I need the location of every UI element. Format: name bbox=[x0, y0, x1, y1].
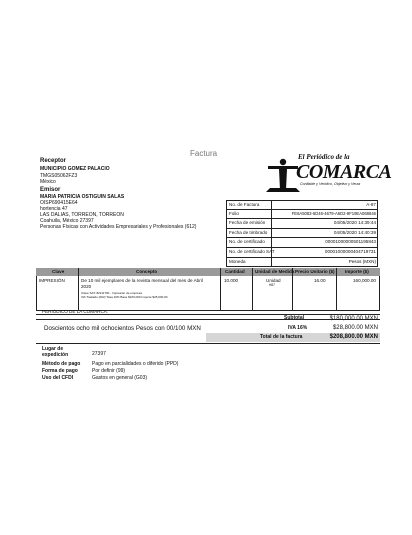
receptor-rfc: TMGS05062FZ3 bbox=[40, 173, 78, 179]
footer-value-uso: Gastos en general (G03) bbox=[92, 375, 148, 381]
info-label: Fecha de timbrado bbox=[229, 230, 268, 235]
info-row-rule bbox=[226, 247, 378, 248]
col-header-precio: Precio Unitario ($) bbox=[295, 269, 335, 274]
document-title: Factura bbox=[190, 149, 218, 158]
receptor-name: MUNICIPIO GOMEZ PALACIO bbox=[40, 166, 110, 172]
iva-value: $28,800.00 MXN bbox=[332, 325, 378, 331]
info-label: Fecha de emisión bbox=[229, 220, 266, 225]
subtotal-value: $180,000.00 MXN bbox=[329, 316, 378, 322]
footer-label-forma: Forma de pago bbox=[42, 368, 78, 374]
christ-statue-icon bbox=[266, 152, 300, 192]
info-label: No. de Factura bbox=[229, 202, 260, 207]
info-row-rule bbox=[226, 218, 378, 219]
item-importe: 160,000.00 bbox=[353, 278, 376, 283]
item-unidad: Unidad bbox=[266, 278, 281, 283]
items-col-rule bbox=[252, 268, 253, 311]
footer-label-lugar: Lugar de expedición bbox=[42, 346, 69, 358]
info-value: FE6A5083-6D46-4679-A6D2-9F19EA068846 bbox=[291, 211, 376, 216]
total-value: $208,800.00 MXN bbox=[329, 334, 378, 340]
info-label: Folio bbox=[229, 211, 239, 216]
footer-label-metodo: Método de pago bbox=[42, 361, 81, 367]
info-row-rule bbox=[226, 228, 378, 229]
footer-value-metodo: Pago en parcialidades o diferido (PPD) bbox=[92, 361, 179, 367]
footer-rule bbox=[36, 343, 380, 344]
info-value: 04/05/2020 14:40:39 bbox=[333, 230, 376, 235]
item-concepto-line3: Clave SAT: 82111700 - Impresión de empresa bbox=[81, 291, 142, 295]
info-value: 00001000000501195843 bbox=[325, 239, 376, 244]
info-value: A-87 bbox=[366, 202, 376, 207]
info-value: 04/05/2020 14:39:44 bbox=[333, 220, 376, 225]
logo-line2: COMARCA bbox=[296, 161, 392, 183]
emisor-regime: Personas Físicas con Actividades Empresariales y Profesionales (612) bbox=[40, 224, 197, 230]
subtotal-label: Subtotal bbox=[284, 315, 304, 321]
info-row-rule bbox=[226, 237, 378, 238]
total-label: Total de la factura bbox=[260, 334, 303, 340]
footer-value-forma: Por definir (99) bbox=[92, 368, 126, 374]
items-col-rule bbox=[336, 268, 337, 311]
amount-in-words: Doscientos ocho mil ochocientos Pesos con 00/100 MXN bbox=[44, 325, 201, 332]
totals-rule bbox=[36, 319, 380, 320]
col-header-unidad: Unidad de Medida bbox=[255, 269, 295, 274]
items-col-rule bbox=[220, 268, 221, 311]
col-header-concepto: Concepto bbox=[136, 269, 158, 274]
item-cantidad: 10.000 bbox=[224, 278, 239, 283]
item-unidad-code: H87 bbox=[269, 283, 275, 287]
receptor-country: México bbox=[40, 179, 56, 185]
col-header-clave: Clave bbox=[52, 269, 65, 274]
iva-label: IVA 16% bbox=[288, 325, 308, 331]
item-clave: IMPRESIÓN bbox=[39, 278, 65, 283]
info-label: Moneda bbox=[229, 259, 246, 264]
item-concepto-line1: De 10 mil ejemplares de la revista mensual del mes de Abril bbox=[81, 278, 203, 283]
info-label: No. de certificado bbox=[229, 239, 265, 244]
emisor-address-line1: hortencia 47 bbox=[40, 206, 68, 212]
logo-line1: El Periódico de la bbox=[298, 153, 350, 161]
emisor-address-line3: Coahuila, México 27397 bbox=[40, 218, 94, 224]
col-header-cantidad: Cantidad bbox=[225, 269, 245, 274]
emisor-heading: Emisor bbox=[40, 187, 61, 193]
info-label: No. de certificado SAT bbox=[229, 249, 275, 254]
item-precio: 16.00 bbox=[314, 278, 326, 283]
footer-value-lugar: 27397 bbox=[92, 351, 106, 357]
invoice-sheet bbox=[30, 130, 392, 392]
item-concepto-line4: IVA Traslado (002) Tasa 16% Base $160,000 Importe $25,600.00 bbox=[81, 295, 168, 299]
info-value: 00001000000404719731 bbox=[324, 249, 376, 254]
info-value: Pesos (MXN) bbox=[348, 259, 376, 264]
col-header-importe: Importe ($) bbox=[345, 269, 369, 274]
emisor-name: MARIA PATRICIA OSTIGUIN SALAS bbox=[40, 194, 125, 200]
info-row-rule bbox=[226, 257, 378, 258]
info-row-rule bbox=[226, 209, 378, 210]
comarca-logo bbox=[266, 152, 392, 194]
items-col-rule bbox=[78, 268, 79, 311]
receptor-heading: Receptor bbox=[40, 158, 67, 164]
footer-label-uso: Uso del CFDI bbox=[42, 375, 74, 381]
logo-tagline: Confiable y Verídico, Objetivo y Veraz bbox=[300, 182, 361, 186]
note-text: PERIÓDICO DE LA COMARCA. bbox=[42, 309, 109, 314]
item-concepto-line2: 2020 bbox=[81, 284, 92, 289]
emisor-address-line2: LAS DALIAS, TORREON, TORREON bbox=[40, 212, 124, 218]
emisor-rfc: OISP690415E64 bbox=[40, 200, 78, 206]
